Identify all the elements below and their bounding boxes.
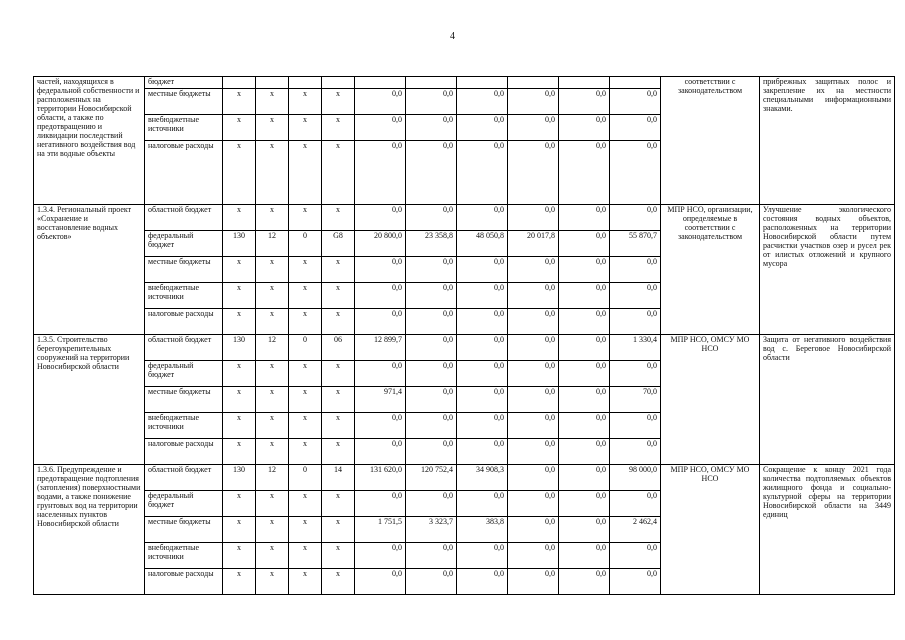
amount-cell — [406, 77, 457, 89]
budget-code-cell: x — [322, 141, 355, 205]
amount-cell: 20 800,0 — [355, 231, 406, 257]
expected-result: Улучшение экологического состояния водных объектов, расположенных на территории Новосибирской области путем расчистки участков озер и русел рек от илистых отложений и крупного мусора — [760, 205, 895, 335]
amount-cell: 2 462,4 — [610, 517, 661, 543]
funding-source: внебюджетные источники — [145, 543, 223, 569]
funding-source: местные бюджеты — [145, 89, 223, 115]
amount-cell — [457, 77, 508, 89]
amount-cell: 0,0 — [355, 257, 406, 283]
budget-code-cell: x — [322, 205, 355, 231]
amount-cell: 0,0 — [508, 491, 559, 517]
amount-cell: 0,0 — [508, 439, 559, 465]
amount-cell: 55 870,7 — [610, 231, 661, 257]
budget-code-cell: x — [223, 141, 256, 205]
budget-code-cell: 12 — [256, 335, 289, 361]
amount-cell: 0,0 — [610, 439, 661, 465]
amount-cell: 0,0 — [559, 413, 610, 439]
budget-code-cell — [322, 77, 355, 89]
amount-cell: 0,0 — [508, 89, 559, 115]
amount-cell: 0,0 — [457, 387, 508, 413]
amount-cell: 0,0 — [457, 141, 508, 205]
budget-code-cell: x — [289, 569, 322, 595]
budget-code-cell: 0 — [289, 465, 322, 491]
amount-cell: 0,0 — [610, 361, 661, 387]
budget-code-cell: 12 — [256, 231, 289, 257]
budget-code-cell: x — [256, 543, 289, 569]
budget-code-cell: x — [223, 439, 256, 465]
funding-source: местные бюджеты — [145, 517, 223, 543]
amount-cell: 0,0 — [457, 89, 508, 115]
table-row — [34, 77, 895, 89]
amount-cell: 48 050,8 — [457, 231, 508, 257]
budget-code-cell: x — [322, 387, 355, 413]
amount-cell: 0,0 — [457, 569, 508, 595]
budget-code-cell: x — [223, 205, 256, 231]
amount-cell: 0,0 — [406, 387, 457, 413]
budget-code-cell: x — [322, 439, 355, 465]
amount-cell: 0,0 — [508, 257, 559, 283]
budget-code-cell: x — [223, 89, 256, 115]
amount-cell: 0,0 — [406, 115, 457, 141]
amount-cell: 383,8 — [457, 517, 508, 543]
budget-code-cell: x — [289, 257, 322, 283]
funding-source: налоговые расходы — [145, 439, 223, 465]
amount-cell: 0,0 — [559, 517, 610, 543]
amount-cell: 0,0 — [508, 543, 559, 569]
amount-cell: 0,0 — [559, 115, 610, 141]
amount-cell: 0,0 — [610, 283, 661, 309]
amount-cell: 0,0 — [508, 335, 559, 361]
budget-code-cell: x — [223, 115, 256, 141]
budget-code-cell: x — [289, 543, 322, 569]
funding-source: бюджет — [145, 77, 223, 89]
amount-cell: 0,0 — [508, 465, 559, 491]
amount-cell: 0,0 — [610, 257, 661, 283]
amount-cell: 0,0 — [610, 309, 661, 335]
budget-code-cell: x — [223, 257, 256, 283]
amount-cell: 0,0 — [457, 413, 508, 439]
amount-cell: 0,0 — [559, 283, 610, 309]
amount-cell: 1 330,4 — [610, 335, 661, 361]
amount-cell: 131 620,0 — [355, 465, 406, 491]
budget-code-cell: x — [256, 517, 289, 543]
measure-name: 1.3.5. Строительство берегоукрепительных сооружений на территории Новосибирской области — [34, 335, 145, 465]
budget-code-cell: x — [256, 141, 289, 205]
budget-code-cell: 0 — [289, 335, 322, 361]
amount-cell: 0,0 — [406, 205, 457, 231]
funding-source: федеральный бюджет — [145, 231, 223, 257]
page-number: 4 — [450, 31, 455, 42]
budget-code-cell: x — [223, 309, 256, 335]
amount-cell: 98 000,0 — [610, 465, 661, 491]
amount-cell: 12 899,7 — [355, 335, 406, 361]
amount-cell: 0,0 — [610, 205, 661, 231]
executor: МПР НСО, организации, определяемые в соответствии с законодательством — [661, 205, 760, 335]
amount-cell: 0,0 — [406, 543, 457, 569]
amount-cell: 0,0 — [406, 569, 457, 595]
amount-cell: 23 358,8 — [406, 231, 457, 257]
amount-cell: 0,0 — [406, 283, 457, 309]
amount-cell: 0,0 — [457, 309, 508, 335]
budget-code-cell: x — [256, 491, 289, 517]
budget-code-cell: x — [289, 205, 322, 231]
budget-code-cell: x — [223, 517, 256, 543]
amount-cell: 0,0 — [559, 439, 610, 465]
amount-cell: 0,0 — [559, 543, 610, 569]
budget-code-cell: 130 — [223, 231, 256, 257]
funding-source: местные бюджеты — [145, 387, 223, 413]
measure-name: 1.3.6. Предупреждение и предотвращение подтопления (затопления) поверхностными водами, а также понижение грунтовых вод на территории населенных пунктов Новосибирской области — [34, 465, 145, 595]
budget-code-cell: x — [322, 361, 355, 387]
amount-cell: 0,0 — [355, 309, 406, 335]
amount-cell: 0,0 — [610, 491, 661, 517]
amount-cell: 0,0 — [406, 141, 457, 205]
amount-cell: 0,0 — [559, 491, 610, 517]
amount-cell: 0,0 — [559, 205, 610, 231]
amount-cell: 0,0 — [355, 491, 406, 517]
amount-cell: 120 752,4 — [406, 465, 457, 491]
amount-cell: 0,0 — [559, 89, 610, 115]
budget-code-cell: x — [256, 361, 289, 387]
amount-cell — [610, 77, 661, 89]
measure-name: частей, находящихся в федеральной собственности и расположенных на территории Новосибирской области, а также по предотвращению и ликвидации последствий негативного воздействия вод на эти водные объекты — [34, 77, 145, 205]
amount-cell: 0,0 — [457, 257, 508, 283]
amount-cell: 0,0 — [508, 141, 559, 205]
budget-code-cell: x — [289, 387, 322, 413]
budget-code-cell: G8 — [322, 231, 355, 257]
amount-cell — [355, 77, 406, 89]
amount-cell: 0,0 — [457, 205, 508, 231]
budget-code-cell: x — [322, 413, 355, 439]
amount-cell: 0,0 — [406, 491, 457, 517]
funding-source: налоговые расходы — [145, 309, 223, 335]
amount-cell: 0,0 — [559, 465, 610, 491]
funding-source: федеральный бюджет — [145, 491, 223, 517]
budget-code-cell: x — [289, 439, 322, 465]
budget-code-cell: x — [256, 387, 289, 413]
amount-cell: 0,0 — [355, 569, 406, 595]
amount-cell: 0,0 — [355, 205, 406, 231]
funding-source: областной бюджет — [145, 335, 223, 361]
amount-cell: 0,0 — [508, 283, 559, 309]
amount-cell: 971,4 — [355, 387, 406, 413]
budget-code-cell — [223, 77, 256, 89]
amount-cell: 0,0 — [355, 89, 406, 115]
amount-cell: 0,0 — [508, 309, 559, 335]
budget-code-cell: x — [223, 283, 256, 309]
budget-code-cell: x — [289, 413, 322, 439]
amount-cell: 0,0 — [457, 283, 508, 309]
budget-code-cell — [256, 77, 289, 89]
funding-source: налоговые расходы — [145, 141, 223, 205]
budget-code-cell: 130 — [223, 335, 256, 361]
budget-code-cell: x — [256, 115, 289, 141]
budget-table — [33, 76, 895, 595]
budget-code-cell: x — [256, 413, 289, 439]
amount-cell: 0,0 — [355, 413, 406, 439]
amount-cell: 0,0 — [508, 205, 559, 231]
budget-code-cell: x — [289, 141, 322, 205]
amount-cell: 0,0 — [508, 115, 559, 141]
amount-cell: 0,0 — [355, 543, 406, 569]
amount-cell: 0,0 — [508, 361, 559, 387]
amount-cell: 0,0 — [610, 89, 661, 115]
budget-code-cell: x — [289, 283, 322, 309]
budget-code-cell: x — [289, 115, 322, 141]
amount-cell: 0,0 — [559, 141, 610, 205]
budget-code-cell: x — [322, 89, 355, 115]
amount-cell: 0,0 — [610, 543, 661, 569]
amount-cell: 0,0 — [457, 491, 508, 517]
amount-cell: 0,0 — [355, 361, 406, 387]
funding-source: областной бюджет — [145, 205, 223, 231]
funding-source: налоговые расходы — [145, 569, 223, 595]
expected-result: Защита от негативного воздействия вод с. Береговое Новосибирской области — [760, 335, 895, 465]
budget-code-cell: x — [256, 439, 289, 465]
funding-source: внебюджетные источники — [145, 413, 223, 439]
amount-cell: 0,0 — [610, 141, 661, 205]
amount-cell: 0,0 — [508, 387, 559, 413]
budget-code-cell: x — [322, 309, 355, 335]
budget-code-cell: x — [322, 569, 355, 595]
expected-result: Сокращение к концу 2021 года количества подтопляемых объектов жилищного фонда и социально-культурной сферы на территории Новосибирской области на 3449 единиц — [760, 465, 895, 595]
budget-code-cell: x — [322, 543, 355, 569]
budget-code-cell: x — [223, 413, 256, 439]
budget-code-cell: x — [256, 309, 289, 335]
amount-cell: 0,0 — [559, 569, 610, 595]
budget-code-cell: 14 — [322, 465, 355, 491]
budget-code-cell: 130 — [223, 465, 256, 491]
budget-code-cell: x — [256, 89, 289, 115]
amount-cell: 0,0 — [559, 335, 610, 361]
amount-cell: 3 323,7 — [406, 517, 457, 543]
amount-cell: 0,0 — [355, 283, 406, 309]
amount-cell: 20 017,8 — [508, 231, 559, 257]
budget-code-cell: x — [256, 283, 289, 309]
table-row — [34, 335, 895, 361]
amount-cell: 0,0 — [559, 231, 610, 257]
amount-cell: 0,0 — [355, 439, 406, 465]
budget-code-cell: x — [322, 491, 355, 517]
budget-code-cell: x — [322, 115, 355, 141]
executor: МПР НСО, ОМСУ МО НСО — [661, 465, 760, 595]
budget-code-cell: x — [322, 257, 355, 283]
budget-code-cell: 0 — [289, 231, 322, 257]
budget-code-cell: x — [322, 517, 355, 543]
amount-cell: 0,0 — [559, 309, 610, 335]
funding-source: федеральный бюджет — [145, 361, 223, 387]
budget-code-cell: x — [256, 569, 289, 595]
amount-cell — [559, 77, 610, 89]
amount-cell: 0,0 — [355, 115, 406, 141]
amount-cell: 0,0 — [406, 413, 457, 439]
funding-source: внебюджетные источники — [145, 283, 223, 309]
amount-cell: 0,0 — [610, 569, 661, 595]
amount-cell: 0,0 — [559, 387, 610, 413]
amount-cell: 0,0 — [508, 517, 559, 543]
budget-code-cell: x — [289, 89, 322, 115]
budget-code-cell: x — [289, 517, 322, 543]
budget-code-cell: x — [223, 569, 256, 595]
budget-code-cell: x — [256, 257, 289, 283]
amount-cell — [508, 77, 559, 89]
amount-cell: 0,0 — [457, 361, 508, 387]
amount-cell: 0,0 — [610, 115, 661, 141]
amount-cell: 0,0 — [508, 569, 559, 595]
amount-cell: 0,0 — [406, 309, 457, 335]
budget-code-cell: x — [223, 543, 256, 569]
executor: соответствии с законодательством — [661, 77, 760, 205]
amount-cell: 1 751,5 — [355, 517, 406, 543]
amount-cell: 0,0 — [559, 361, 610, 387]
expected-result: прибрежных защитных полос и закрепление их на местности специальными информационными знаками. — [760, 77, 895, 205]
amount-cell: 0,0 — [559, 257, 610, 283]
amount-cell: 0,0 — [457, 335, 508, 361]
amount-cell: 34 908,3 — [457, 465, 508, 491]
budget-code-cell: x — [322, 283, 355, 309]
amount-cell: 0,0 — [406, 335, 457, 361]
amount-cell: 0,0 — [406, 257, 457, 283]
budget-code-cell — [289, 77, 322, 89]
budget-code-cell: x — [289, 361, 322, 387]
table-row — [34, 205, 895, 231]
amount-cell: 0,0 — [406, 89, 457, 115]
funding-source: внебюджетные источники — [145, 115, 223, 141]
executor: МПР НСО, ОМСУ МО НСО — [661, 335, 760, 465]
amount-cell: 0,0 — [406, 361, 457, 387]
table-row — [34, 465, 895, 491]
budget-code-cell: x — [223, 387, 256, 413]
budget-code-cell: x — [223, 491, 256, 517]
budget-code-cell: x — [223, 361, 256, 387]
budget-code-cell: x — [256, 205, 289, 231]
budget-code-cell: 06 — [322, 335, 355, 361]
amount-cell: 70,0 — [610, 387, 661, 413]
funding-source: областной бюджет — [145, 465, 223, 491]
amount-cell: 0,0 — [406, 439, 457, 465]
funding-source: местные бюджеты — [145, 257, 223, 283]
budget-code-cell: x — [289, 491, 322, 517]
amount-cell: 0,0 — [457, 439, 508, 465]
amount-cell: 0,0 — [457, 115, 508, 141]
amount-cell: 0,0 — [355, 141, 406, 205]
budget-code-cell: 12 — [256, 465, 289, 491]
budget-code-cell: x — [289, 309, 322, 335]
measure-name: 1.3.4. Региональный проект «Сохранение и восстановление водных объектов» — [34, 205, 145, 335]
amount-cell: 0,0 — [508, 413, 559, 439]
amount-cell: 0,0 — [457, 543, 508, 569]
amount-cell: 0,0 — [610, 413, 661, 439]
